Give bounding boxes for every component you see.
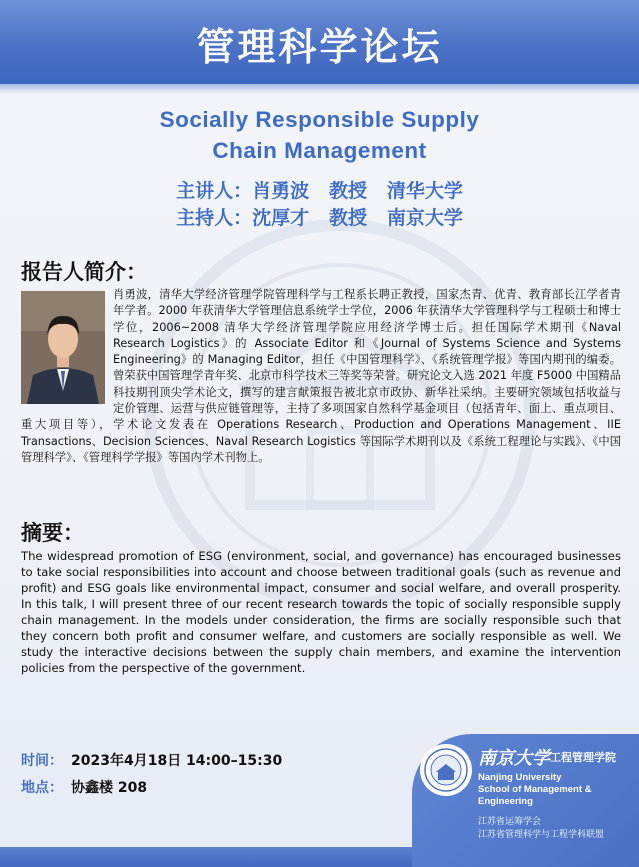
talk-title-line-2: Chain Management bbox=[212, 138, 427, 163]
bio-paragraph bbox=[21, 287, 621, 466]
time-value: 2023年4月18日 14:00–15:30 bbox=[71, 753, 283, 769]
talk-title-line-1: Socially Responsible Supply bbox=[159, 107, 480, 132]
host-line: 主持人：沈厚才 教授 南京大学 bbox=[176, 207, 463, 229]
abstract-paragraph: The widespread promotion of ESG (environment, social, and governance) has encouraged businesses to take social responsibilities into account and choose between traditional goals (such as revenue and profit) and ESG goals like environmental impact, consumer and social welfare, and overall prosperity. In this talk, I will present three of our recent research towards the topic of socially responsible supply chain management. In the models under consideration, the firms are socially responsible such that they concern both profit and consumer welfare, and customers are socially responsible as well. We study the interactive decisions between the supply chain members, and examine the intervention policies from the perspective of the government. bbox=[21, 549, 621, 675]
place-row bbox=[21, 777, 147, 797]
speaker-line: 主讲人：肖勇波 教授 清华大学 bbox=[176, 180, 463, 202]
organizer-logo-block bbox=[412, 734, 639, 867]
forum-title: 管理科学论坛 bbox=[196, 24, 443, 69]
speaker-host-block bbox=[0, 178, 639, 232]
school-name-en: School of Management & Engineering bbox=[478, 784, 592, 807]
university-name-cn: 南京大学 bbox=[478, 748, 550, 769]
university-name-en: Nanjing University bbox=[478, 772, 562, 783]
place-label: 地点： bbox=[21, 780, 63, 796]
time-label: 时间： bbox=[21, 753, 63, 769]
time-row bbox=[21, 750, 282, 770]
school-name-cn: 工程管理学院 bbox=[550, 751, 616, 764]
bio-heading: 报告人简介： bbox=[21, 260, 147, 284]
header-banner bbox=[0, 0, 639, 84]
talk-title bbox=[40, 104, 599, 166]
abstract-heading: 摘要： bbox=[21, 521, 84, 545]
photo-spacer bbox=[21, 287, 113, 403]
place-value: 协鑫楼 208 bbox=[71, 780, 148, 796]
organizer-1: 江苏省运筹学会 bbox=[478, 817, 542, 827]
university-seal-icon bbox=[418, 742, 474, 798]
organizer-2: 江苏省管理科学与工程学科联盟 bbox=[478, 830, 605, 840]
bio-text: 肖勇波，清华大学经济管理学院管理科学与工程系长聘正教授，国家杰青、优青、教育部长江学者青年学者。2000 年获清华大学管理信息系统学士学位，2006 年获清华大学管理科学与工程硕士和博士学位，2006~2008 清华大学经济管理学院应用经济学博士后。担任国际学术期刊《Naval Research Logistics》的 Associate Editor 和《Journal of Systems Science and Systems Engineering》的 Managing Editor，担任《中国管理科学》、《系统管理学报》等国内期刊的编委。曾荣获中国管理学青年奖、北京市科学技术三等奖等荣誉。研究论文入选 2021 年度 F5000 中国精品科技期刊顶尖学术论文，撰写的建言献策报告被北京市政协、新华社采纳。主要研究领域包括收益与定价管理、运营与供应链管理等，主持了多项国家自然科学基金项目（包括青年、面上、重点项目、重大项目等），学术论文发表在 Operations Research、Production and Operations Management、IIE Transactions、Decision Sciences、Naval Research Logistics 等国际学术期刊以及《系统工程理论与实践》、《中国管理科学》、《管理科学学报》等国内学术刊物上。 bbox=[21, 288, 621, 464]
